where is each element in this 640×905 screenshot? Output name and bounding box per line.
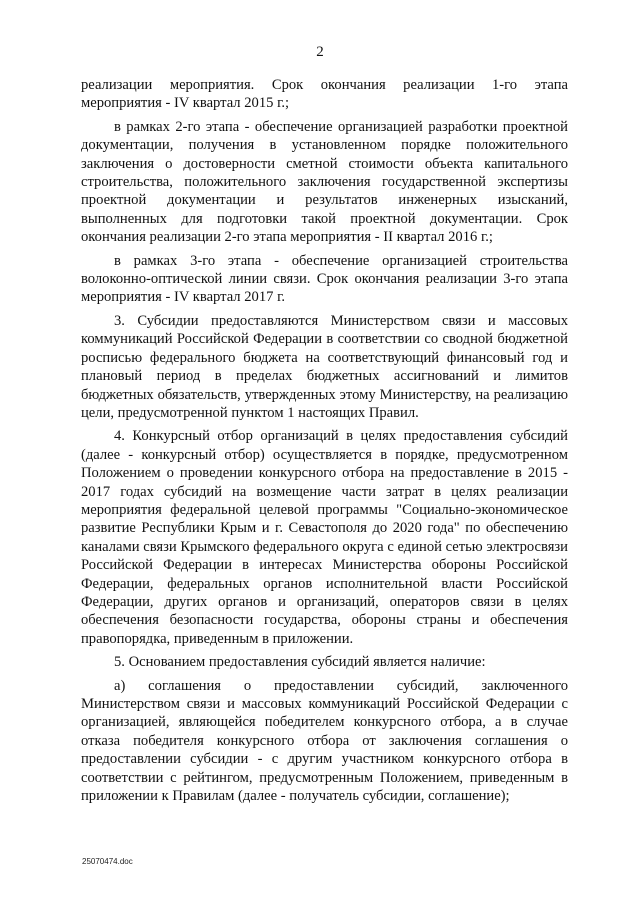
paragraph-stage-1-end: реализации мероприятия. Срок окончания реализации 1-го этапа мероприятия - IV квартал 2015 г.; — [81, 77, 568, 112]
paragraph-clause-5a: а) соглашения о предоставлении субсидий, заключенного Министерством связи и массовых коммуникаций Российской Федерации с организацией, являющейся победителем конкурсного отбора, а в случае отказа победителя конкурсного отбора от заключения соглашения о предоставлении субсидии - с другим участником конкурсного отбора в соответствии с рейтингом, предусмотренным Положением, приведенным в приложении к Правилам (далее - получатель субсидии, соглашение); — [81, 677, 568, 805]
paragraph-clause-4: 4. Конкурсный отбор организаций в целях предоставления субсидий (далее - конкурсный отбор) осуществляется в порядке, предусмотренном Положением о проведении конкурсного отбора на предоставление в 2015 - 2017 годах субсидий на возмещение части затрат в целях реализации мероприятия федеральной целевой программы "Социально-экономическое развитие Республики Крым и г. Севастополя до 2020 года" по обеспечению каналами связи Крымского федерального округа с единой сетью электросвязи Российской Федерации в интересах Министерства обороны Российской Федерации, федеральных органов исполнительной власти Российской Федерации, других органов и организаций, операторов связи в целях обеспечения безопасности государства, обороны страны и обеспечения правопорядка, приведенным в приложении. — [81, 428, 568, 647]
paragraph-stage-2: в рамках 2-го этапа - обеспечение организацией разработки проектной документации, получения в установленном порядке положительного заключения о достоверности сметной стоимости объекта капитального строительства, положительного заключения государственной экспертизы проектной документации и результатов инженерных изысканий, выполненных для подготовки такой проектной документации. Срок окончания реализации 2-го этапа мероприятия - II квартал 2016 г.; — [81, 118, 568, 246]
page-number: 2 — [316, 44, 324, 60]
footer-file-code: 25070474.doc — [82, 857, 133, 866]
paragraph-clause-5: 5. Основанием предоставления субсидий является наличие: — [114, 654, 486, 671]
paragraph-clause-3: 3. Субсидии предоставляются Министерством связи и массовых коммуникаций Российской Федерации в соответствии со сводной бюджетной росписью федерального бюджета на соответствующий финансовый год и плановый период в пределах бюджетных ассигнований и лимитов бюджетных обязательств, утвержденных этому Министерству, на реализацию цели, предусмотренной пунктом 1 настоящих Правил. — [81, 312, 568, 421]
paragraph-stage-3: в рамках 3-го этапа - обеспечение организацией строительства волоконно-оптической линии связи. Срок окончания реализации 3-го этапа мероприятия - IV квартал 2017 г. — [81, 252, 568, 306]
document-body — [81, 76, 568, 805]
